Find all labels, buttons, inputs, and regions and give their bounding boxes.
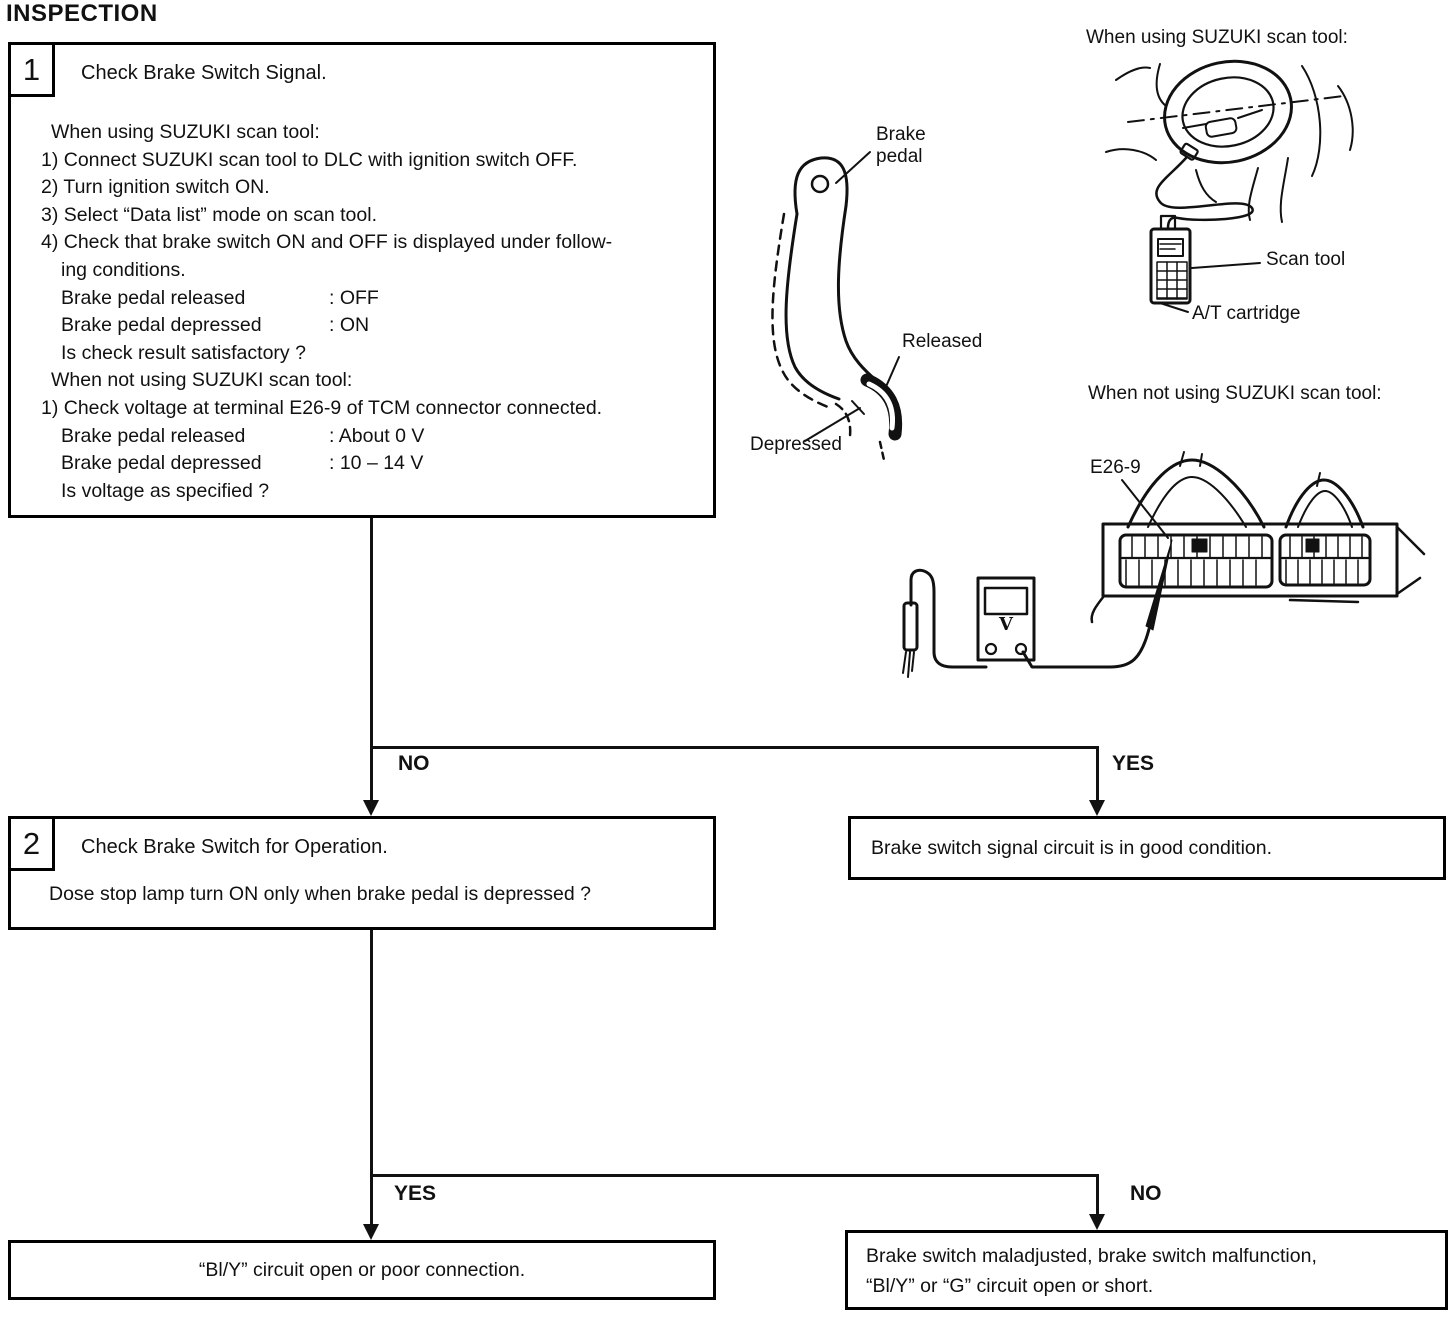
step1-line: Brake pedal released : About 0 V <box>61 424 425 447</box>
brake-pedal-illustration <box>772 152 899 460</box>
connector-line <box>1096 746 1099 802</box>
arrow-down-icon <box>1089 1214 1105 1230</box>
scan-caption: When using SUZUKI scan tool: <box>1086 27 1348 48</box>
step1-line: 2) Turn ignition switch ON. <box>41 176 270 199</box>
step2-number: 2 <box>8 816 55 871</box>
meter-caption: When not using SUZUKI scan tool: <box>1088 383 1382 404</box>
arrow-down-icon <box>1089 800 1105 816</box>
result-good-box: Brake switch signal circuit is in good condition. <box>848 816 1446 880</box>
step1-line: When using SUZUKI scan tool: <box>51 121 320 143</box>
step1-line: Is check result satisfactory ? <box>61 341 306 364</box>
result-malfunction-box <box>845 1230 1448 1310</box>
step2-title: Check Brake Switch for Operation. <box>81 836 388 858</box>
brake-pedal-label: Brake pedal <box>876 124 926 167</box>
step1-line: 4) Check that brake switch ON and OFF is displayed under follow- <box>41 231 613 254</box>
depressed-label: Depressed <box>750 434 842 455</box>
connector-line <box>370 1174 373 1226</box>
step1-line: Is voltage as specified ? <box>61 479 270 502</box>
step1-line: Brake pedal depressed : 10 – 14 V <box>61 452 424 475</box>
connector-line <box>370 930 373 1176</box>
step1-line: 1) Check voltage at terminal E26-9 of TCM connector connected. <box>41 396 603 419</box>
page-title: INSPECTION <box>6 0 158 27</box>
result-malfunction-line1: Brake switch maladjusted, brake switch malfunction, <box>866 1245 1317 1267</box>
connector-line <box>370 746 373 802</box>
step1-body <box>41 119 705 505</box>
branch1-no-label: NO <box>398 752 430 775</box>
step2-question: Dose stop lamp turn ON only when brake pedal is depressed ? <box>49 883 591 905</box>
result-open-box: “Bl/Y” circuit open or poor connection. <box>8 1240 716 1300</box>
step1-line: When not using SUZUKI scan tool: <box>51 369 353 392</box>
connector-line <box>1096 1174 1099 1216</box>
terminal-grid <box>1126 560 1256 585</box>
voltmeter-symbol: V <box>999 614 1013 635</box>
connector-illustration <box>903 452 1424 677</box>
step1-line: 3) Select “Data list” mode on scan tool. <box>41 203 377 226</box>
step1-box <box>8 42 716 518</box>
connector-line <box>370 1174 1099 1177</box>
branch1-yes-label: YES <box>1112 752 1155 775</box>
arrow-down-icon <box>363 800 379 816</box>
keypad-grid <box>1157 271 1187 298</box>
terminal-grid <box>1132 537 1262 558</box>
scan-tool-label: Scan tool <box>1266 249 1346 270</box>
step1-title: Check Brake Switch Signal. <box>81 62 327 84</box>
arrow-down-icon <box>363 1224 379 1240</box>
connector-line <box>370 518 373 748</box>
step1-line: Brake pedal depressed : ON <box>61 314 370 337</box>
result-malfunction-line2: “Bl/Y” or “G” circuit open or short. <box>866 1275 1154 1297</box>
scan-tool-illustration <box>1106 50 1353 312</box>
step1-line: ing conditions. <box>61 258 186 281</box>
step1-line: 1) Connect SUZUKI scan tool to DLC with ignition switch OFF. <box>41 148 578 171</box>
step2-box <box>8 816 716 930</box>
terminal-label: E26-9 <box>1090 457 1141 478</box>
branch2-no-label: NO <box>1130 1182 1162 1205</box>
terminal-grid <box>1290 537 1362 558</box>
branch2-yes-label: YES <box>394 1182 437 1205</box>
cartridge-label: A/T cartridge <box>1192 303 1301 324</box>
connector-line <box>370 746 1099 749</box>
step1-line: Brake pedal released : OFF <box>61 286 379 309</box>
terminal-grid <box>1286 560 1358 583</box>
keypad-grid <box>1167 262 1177 299</box>
step1-number: 1 <box>8 42 55 97</box>
released-label: Released <box>902 331 983 352</box>
